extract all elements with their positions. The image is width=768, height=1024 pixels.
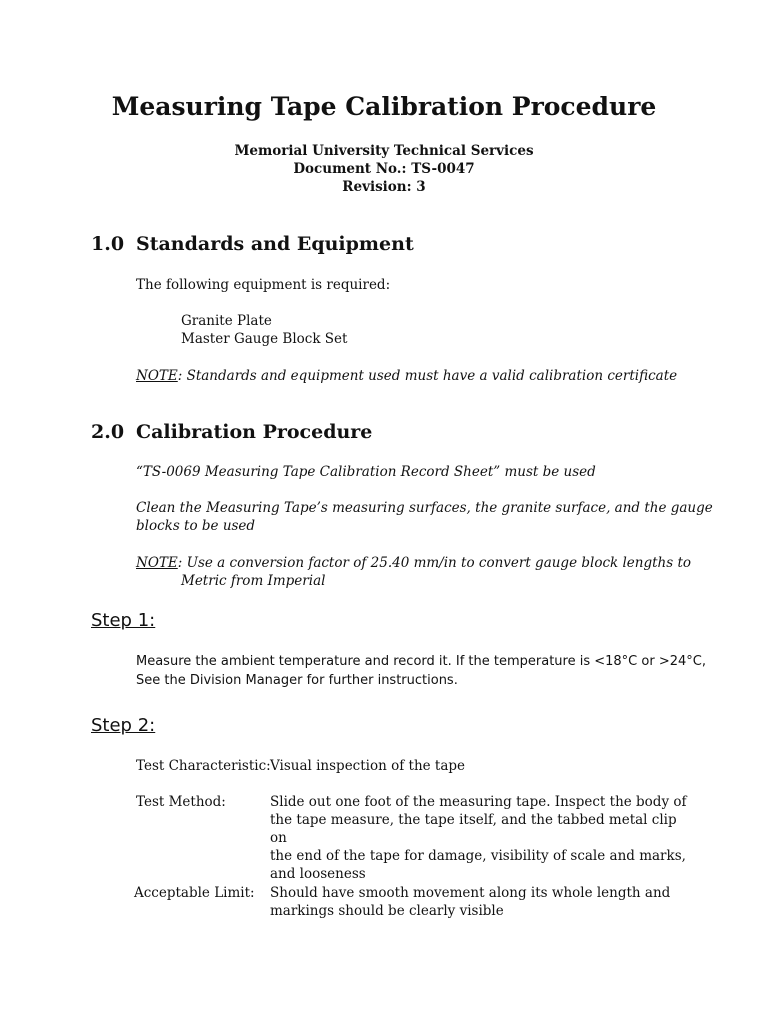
- step-1-line-2: See the Division Manager for further instructions.: [136, 673, 458, 688]
- equipment-intro: The following equipment is required:: [136, 277, 391, 293]
- document-number: Document No.: TS-0047: [293, 161, 475, 177]
- section-1-note: [136, 367, 677, 385]
- organization: Memorial University Technical Services: [234, 143, 534, 159]
- test-characteristic-label: Test Characteristic:: [136, 758, 271, 774]
- section-2-note-continuation: Metric from Imperial: [181, 573, 326, 589]
- clean-instruction-line-1: Clean the Measuring Tape’s measuring surfaces, the granite surface, and the gauge: [136, 500, 713, 516]
- test-method-line: Slide out one foot of the measuring tape. Inspect the body of: [270, 794, 687, 810]
- section-2-note: [136, 554, 691, 572]
- revision: Revision: 3: [342, 179, 426, 195]
- acceptable-limit-value: [270, 884, 690, 920]
- acceptable-limit-line: markings should be clearly visible: [270, 903, 504, 919]
- acceptable-limit-line: Should have smooth movement along its whole length and: [270, 885, 671, 901]
- note-text: : Standards and equipment used must have a valid calibration certificate: [177, 368, 678, 384]
- record-sheet-line: “TS-0069 Measuring Tape Calibration Record Sheet” must be used: [136, 464, 596, 480]
- section-1-number: 1.0: [91, 233, 125, 255]
- acceptable-limit-label: Acceptable Limit:: [134, 885, 255, 901]
- test-method-label: Test Method:: [136, 794, 226, 810]
- section-1-title: Standards and Equipment: [136, 233, 414, 255]
- equipment-item: Granite Plate: [181, 313, 272, 329]
- step-2-heading: Step 2:: [91, 715, 156, 736]
- section-2-heading: [91, 421, 372, 443]
- note-label: NOTE: [136, 555, 178, 571]
- section-2-number: 2.0: [91, 421, 125, 443]
- step-1-heading: Step 1:: [91, 610, 156, 631]
- test-method-line: the tape measure, the tape itself, and the tabbed metal clip on: [270, 812, 677, 846]
- equipment-item: Master Gauge Block Set: [181, 331, 348, 347]
- test-method-line: the end of the tape for damage, visibility of scale and marks,: [270, 848, 686, 864]
- section-2-title: Calibration Procedure: [136, 421, 373, 443]
- test-method-value: [270, 793, 690, 883]
- step-1-line-1: Measure the ambient temperature and record it. If the temperature is <18°C or >24°C,: [136, 654, 706, 669]
- test-characteristic-value: Visual inspection of the tape: [270, 758, 466, 774]
- document-title: Measuring Tape Calibration Procedure: [111, 92, 657, 121]
- note-label: NOTE: [136, 368, 178, 384]
- note-text: : Use a conversion factor of 25.40 mm/in to convert gauge block lengths to: [177, 555, 692, 571]
- clean-instruction-line-2: blocks to be used: [136, 518, 256, 534]
- section-1-heading: [91, 233, 414, 255]
- test-method-line: and looseness: [270, 866, 366, 882]
